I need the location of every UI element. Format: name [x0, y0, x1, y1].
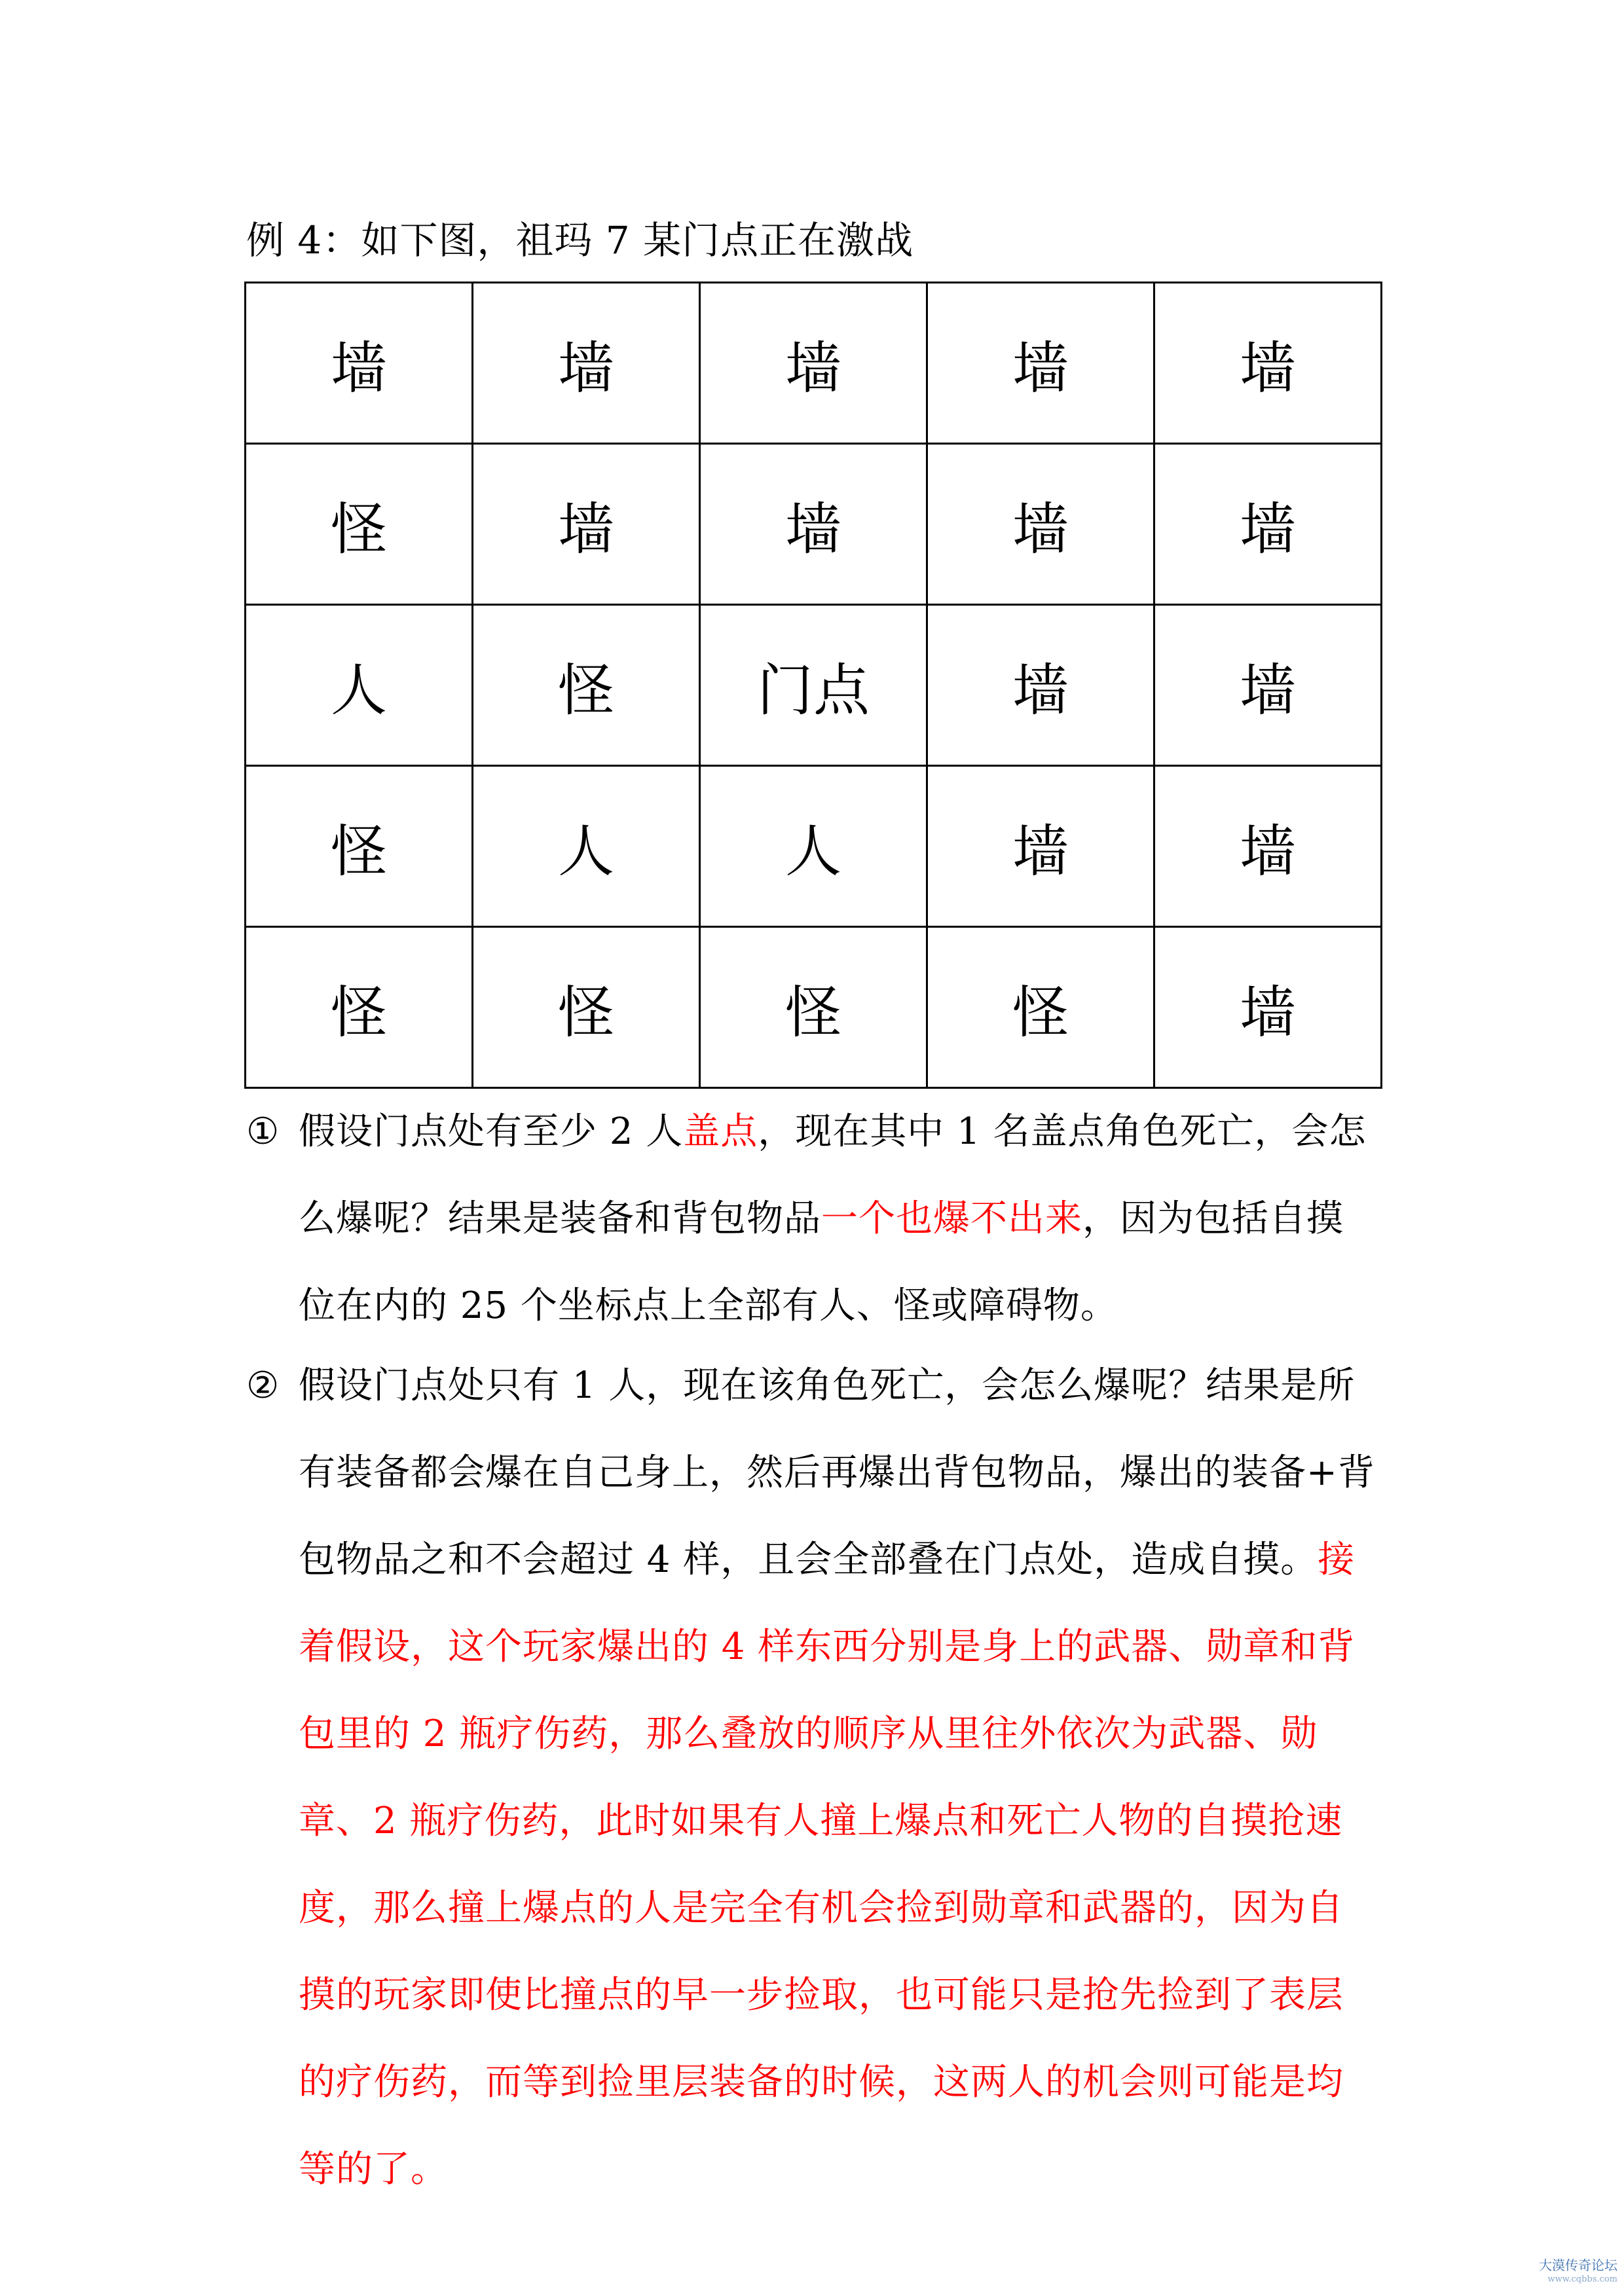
grid-cell: 墙 [927, 283, 1154, 444]
item-1-text-c: ，因为包括自摸位在内的 25 个坐标点上全部有人、怪或障碍物。 [299, 1197, 1344, 1327]
grid-cell: 墙 [700, 283, 927, 444]
item-1-text [299, 1088, 1379, 1349]
grid-cell: 怪 [700, 927, 927, 1088]
grid-row [246, 766, 1382, 927]
grid-cell: 墙 [700, 444, 927, 605]
grid-cell: 墙 [1154, 283, 1382, 444]
grid-cell: 墙 [473, 444, 700, 605]
grid-cell: 人 [700, 766, 927, 927]
grid-cell: 墙 [1154, 927, 1382, 1088]
map-grid [244, 282, 1382, 1089]
grid-cell: 墙 [1154, 766, 1382, 927]
grid-cell: 墙 [927, 766, 1154, 927]
grid-cell: 墙 [1154, 605, 1382, 766]
site-watermark [1539, 2258, 1617, 2287]
grid-row [246, 283, 1382, 444]
item-2-text [299, 1342, 1379, 2213]
grid-cell: 怪 [473, 605, 700, 766]
item-2-marker: ② [246, 1364, 280, 1407]
item-1-marker: ① [246, 1110, 280, 1153]
grid-cell: 墙 [473, 283, 700, 444]
grid-row [246, 927, 1382, 1088]
list-item-1 [246, 1088, 1379, 1349]
grid-cell: 人 [473, 766, 700, 927]
item-1-text-b: ，现在其中 1 名盖点角色死亡，会怎么爆呢？结果是装备和背包物品 [299, 1110, 1367, 1240]
grid-cell: 怪 [246, 927, 473, 1088]
grid-cell: 墙 [927, 444, 1154, 605]
grid-row [246, 605, 1382, 766]
grid-cell: 怪 [927, 927, 1154, 1088]
example-heading: 例 4：如下图，祖玛 7 某门点正在激战 [246, 218, 914, 263]
grid-cell: 怪 [473, 927, 700, 1088]
watermark-title: 大漠传奇论坛 [1539, 2257, 1617, 2273]
grid-cell-door-point: 门点 [700, 605, 927, 766]
item-1-highlight-a: 盖点 [683, 1110, 758, 1153]
grid-cell: 墙 [1154, 444, 1382, 605]
grid-cell: 墙 [246, 283, 473, 444]
list-item-2 [246, 1342, 1379, 2213]
item-1-highlight-b: 一个也爆不出来 [821, 1197, 1082, 1240]
watermark-url: www.cqbbs.com [1547, 2274, 1617, 2284]
grid-cell: 怪 [246, 766, 473, 927]
grid-cell: 人 [246, 605, 473, 766]
item-2-highlight-a: 接着假设，这个玩家爆出的 4 样东西分别是身上的武器、勋章和背包里的 2 瓶疗伤药，那么叠放的顺序从里往外依次为武器、勋章、2 瓶疗伤药，此时如果有人撞上爆点和死亡人物的自摸抢速度，那么撞上爆点的人是完全有机会捡到勋章和武器的，因为自摸的玩家即使比撞点的早一步捡取，也可能只是抢先捡到了表层的疗伤药，而等到捡里层装备的时候，这两人的机会则可能是均等的了。 [299, 1539, 1356, 2191]
item-2-text-a: 假设门点处只有 1 人，现在该角色死亡，会怎么爆呢？结果是所有装备都会爆在自己身上，然后再爆出背包物品，爆出的装备+背包物品之和不会超过 4 样，且会全部叠在门点处，造成自摸。 [299, 1364, 1375, 1581]
grid-cell: 怪 [246, 444, 473, 605]
grid-row [246, 444, 1382, 605]
grid-cell: 墙 [927, 605, 1154, 766]
item-1-text-a: 假设门点处有至少 2 人 [299, 1110, 684, 1153]
